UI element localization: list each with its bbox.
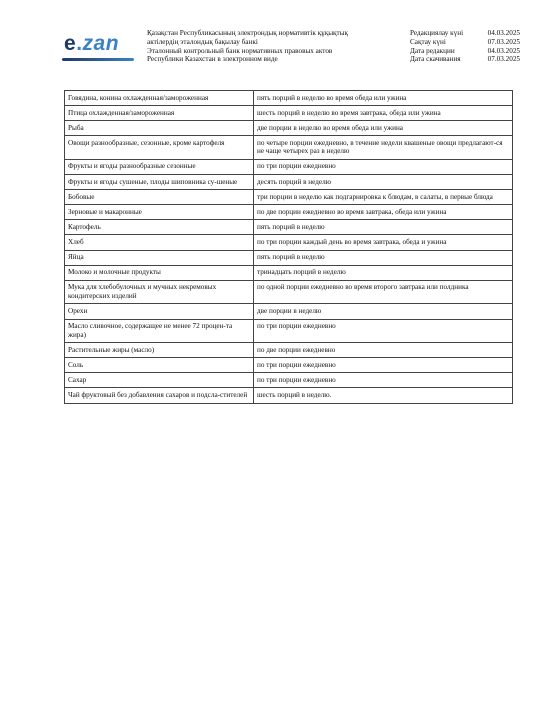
portion-cell: по три порции ежедневно [254, 373, 513, 388]
portion-cell: тринадцать порций в неделю [254, 265, 513, 280]
table-row [65, 388, 513, 403]
date-label: Дата скачивания [410, 55, 461, 64]
portion-cell: шесть порций в неделю. [254, 388, 513, 403]
logo-underline [62, 58, 134, 61]
portion-cell: пять порций в неделю во время обеда или ужина [254, 91, 513, 106]
product-cell: Растительные жиры (масло) [65, 343, 254, 358]
portion-cell: по две порции ежедневно [254, 343, 513, 358]
table-row [65, 373, 513, 388]
date-row [410, 29, 520, 38]
product-cell: Орехи [65, 304, 254, 319]
table-row [65, 220, 513, 235]
product-cell: Молоко и молочные продукты [65, 265, 254, 280]
table-row [65, 121, 513, 136]
product-cell: Фрукты и ягоды разнообразные сезонные [65, 159, 254, 174]
table-row [65, 304, 513, 319]
portion-cell: по три порции ежедневно [254, 319, 513, 343]
food-portions-table [64, 90, 513, 404]
table-row [65, 319, 513, 343]
date-value: 04.03.2025 [487, 29, 520, 37]
portion-cell: две порции в неделю во время обеда или ужина [254, 121, 513, 136]
portion-cell: по три порции ежедневно [254, 159, 513, 174]
bank-title [147, 29, 387, 64]
product-cell: Зерновые и макаронные [65, 205, 254, 220]
product-cell: Овощи разнообразные, сезонные, кроме картофеля [65, 136, 254, 160]
bank-title-line: актілердің эталондық бақылау банкі [147, 37, 258, 46]
portion-cell: пять порций в неделю [254, 220, 513, 235]
product-cell: Соль [65, 358, 254, 373]
date-value: 07.03.2025 [487, 55, 520, 64]
table-row [65, 175, 513, 190]
product-cell: Сахар [65, 373, 254, 388]
portion-cell: шесть порций в неделю во время завтрака, обеда или ужина [254, 106, 513, 121]
date-row [410, 55, 520, 64]
table-row [65, 159, 513, 174]
product-cell: Фрукты и ягоды сушеные, плоды шиповника су-шеные [65, 175, 254, 190]
bank-title-line: Республики Казахстан в электронном виде [147, 55, 278, 64]
portion-cell: по три порции каждый день во время завтрака, обеда и ужина [254, 235, 513, 250]
product-cell: Рыба [65, 121, 254, 136]
product-cell: Птица охлажденная/замороженная [65, 106, 254, 121]
table-row [65, 91, 513, 106]
date-label: Сақтау күні [410, 37, 446, 46]
bank-title-line: Эталонный контрольный банк нормативных правовых актов [147, 46, 333, 55]
table-row [65, 280, 513, 304]
date-value: 04.03.2025 [487, 46, 520, 55]
product-cell: Масло сливочное, содержащее не менее 72 процен-та жира) [65, 319, 254, 343]
date-row [410, 38, 520, 47]
portion-cell: десять порций в неделю [254, 175, 513, 190]
product-cell: Яйца [65, 250, 254, 265]
product-cell: Говядина, конина охлажденная/замороженная [65, 91, 254, 106]
product-cell: Картофель [65, 220, 254, 235]
date-row [410, 47, 520, 56]
portion-cell: две порции в неделю [254, 304, 513, 319]
ezan-logo[interactable] [64, 33, 119, 54]
date-label: Редакциялау күні [410, 29, 464, 37]
logo-zan: zan [82, 32, 120, 55]
portion-cell: пять порций в неделю [254, 250, 513, 265]
product-cell: Хлеб [65, 235, 254, 250]
product-cell: Мука для хлебобулочных и мучных некремовых кондитерских изделий [65, 280, 254, 304]
portion-cell: по две порции ежедневно во время завтрака, обеда или ужина [254, 205, 513, 220]
portion-cell: по одной порции ежедневно во время второго завтрака или полдника [254, 280, 513, 304]
table-row [65, 190, 513, 205]
bank-title-line: Қазақстан Республикасының электрондық нормативтік құқықтық [147, 29, 348, 37]
date-label: Дата редакции [410, 46, 455, 55]
date-value: 07.03.2025 [487, 37, 520, 46]
logo-e: e [64, 32, 77, 55]
table-row [65, 265, 513, 280]
table-row [65, 136, 513, 160]
page-header [0, 0, 557, 80]
product-cell: Бобовые [65, 190, 254, 205]
table-row [65, 358, 513, 373]
table-row [65, 250, 513, 265]
table-row [65, 106, 513, 121]
table-row [65, 235, 513, 250]
table-row [65, 205, 513, 220]
product-cell: Чай фруктовый без добавления сахаров и подсла-стителей [65, 388, 254, 403]
portion-cell: по четыре порции ежедневно, в течение недели квашеные овощи предлагают-ся не чаще четырех раз в неделю [254, 136, 513, 160]
document-dates [410, 29, 520, 64]
portion-cell: три порции в неделю как подгарнировка к блюдам, в салаты, в первые блюда [254, 190, 513, 205]
logo-dot: . [76, 32, 83, 55]
table-row [65, 343, 513, 358]
portion-cell: по три порции ежедневно [254, 358, 513, 373]
